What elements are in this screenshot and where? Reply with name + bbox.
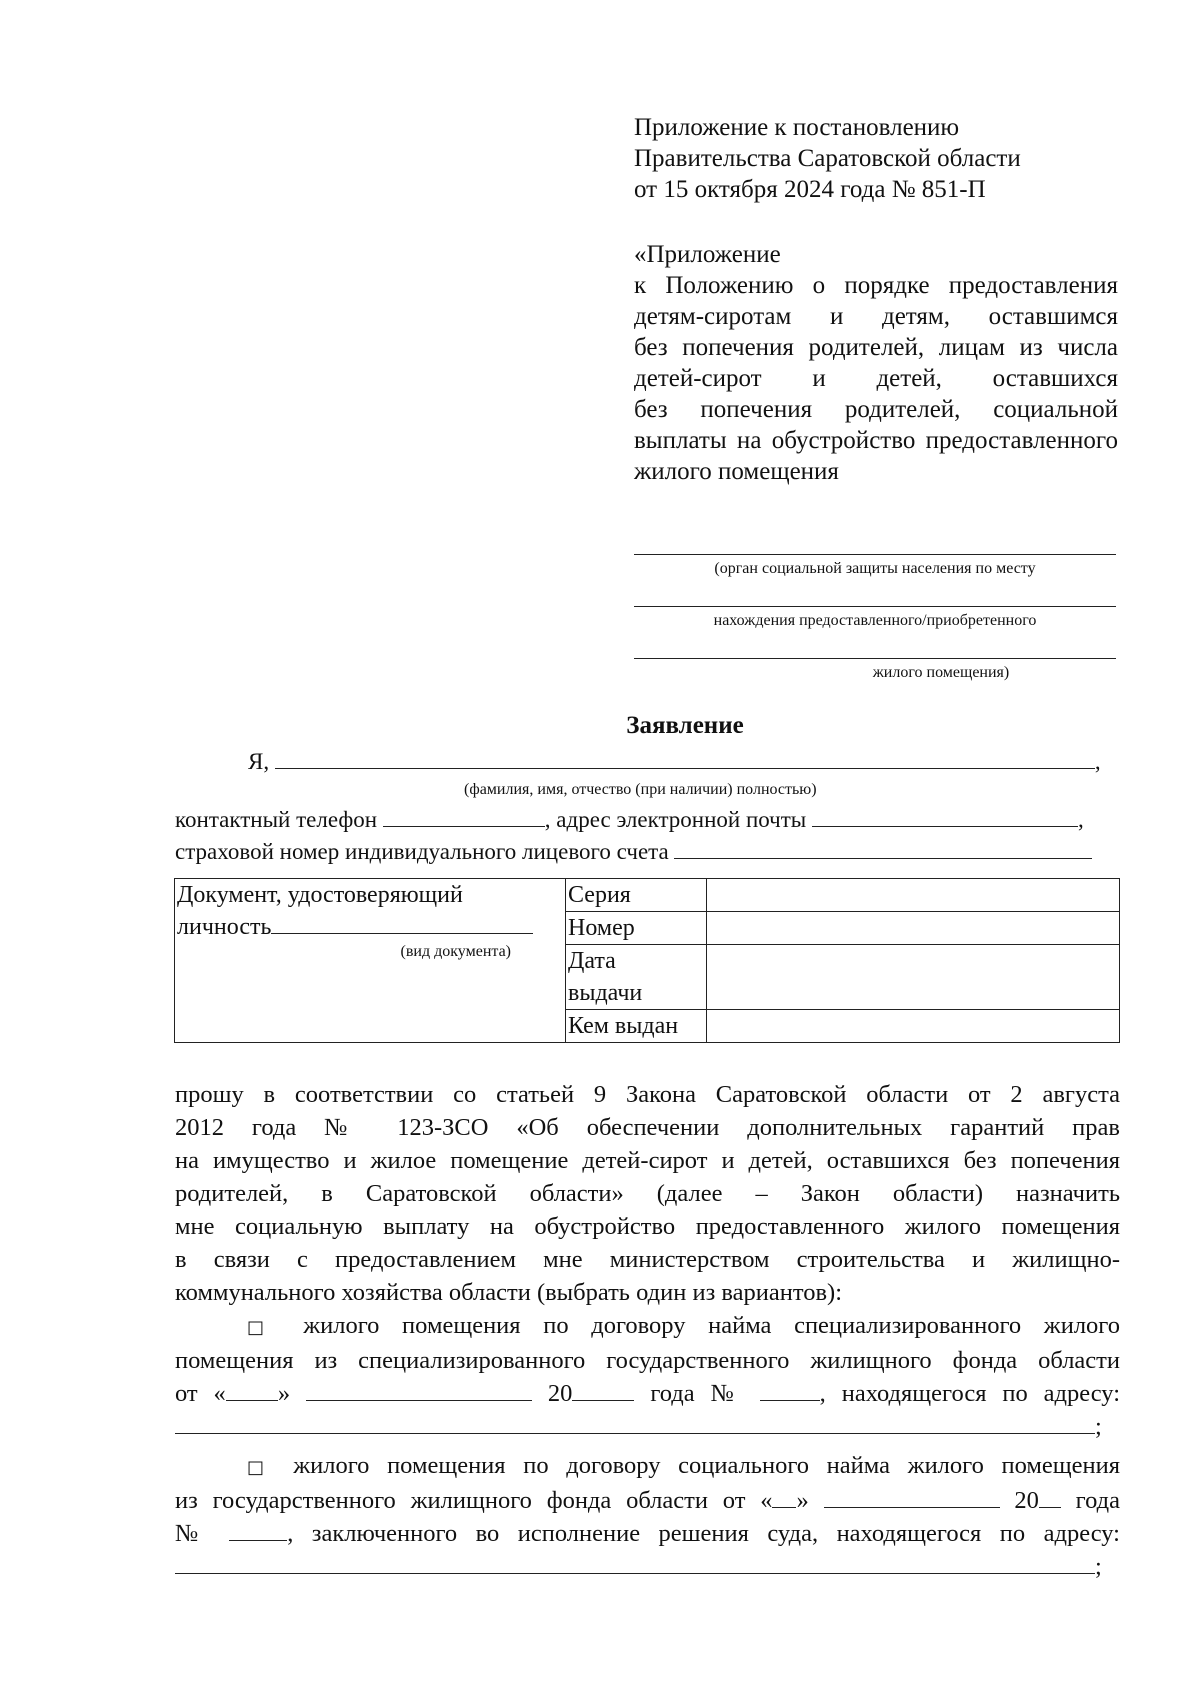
header-line-1: Приложение к постановлению <box>634 114 960 141</box>
organ-blank-line-1[interactable] <box>634 554 1116 555</box>
option2-close-quote: » <box>796 1487 809 1514</box>
option1-text-1: жилого помещения по договору найма специализированного жилого <box>303 1312 1120 1339</box>
header-line-2: Правительства Саратовской области <box>634 145 1021 172</box>
option1-line-3 <box>175 1377 1120 1410</box>
option2-from: из государственного жилищного фонда области от « <box>175 1487 773 1514</box>
appendix-line-8: жилого помещения <box>634 458 839 485</box>
option1-month-blank[interactable] <box>306 1380 532 1401</box>
appendix-line-7: выплаты на обустройство предоставленного <box>634 427 1118 454</box>
option2-line-1 <box>175 1449 1120 1484</box>
option2-end: ; <box>1095 1553 1102 1580</box>
organ-blank-line-3[interactable] <box>634 658 1116 659</box>
option2-concluded: , заключенного во исполнение решения суда, находящегося по адресу: <box>287 1520 1120 1547</box>
option1-day-blank[interactable] <box>226 1380 278 1401</box>
option1-year-blank[interactable] <box>572 1380 634 1401</box>
series-label: Серия <box>566 879 707 912</box>
email-blank[interactable] <box>812 806 1078 827</box>
option1-address-blank[interactable] <box>175 1413 1095 1434</box>
option2-line-4 <box>175 1550 1120 1583</box>
option1-checkbox[interactable]: □ <box>247 1317 281 1338</box>
issue-date-label-2: выдачи <box>568 980 643 1006</box>
option2-line-3 <box>175 1517 1120 1550</box>
number-value-cell[interactable] <box>707 912 1120 945</box>
doc-type-blank[interactable] <box>271 913 533 934</box>
body-line-3: на имущество и жилое помещение детей-сирот и детей, оставшихся без попечения <box>175 1147 1120 1174</box>
option1-year-no: года № <box>650 1380 744 1407</box>
phone-label: контактный телефон <box>175 807 378 832</box>
issued-by-label: Кем выдан <box>566 1010 707 1043</box>
option2-checkbox[interactable]: □ <box>247 1457 276 1478</box>
appendix-line-5: детей-сирот и детей, оставшихся <box>634 365 1118 392</box>
body-line-5: мне социальную выплату на обустройство предоставленного жилого помещения <box>175 1213 1120 1240</box>
option2-number-blank[interactable] <box>229 1520 287 1541</box>
contacts-comma: , <box>1078 807 1084 832</box>
fio-blank[interactable] <box>275 748 1095 769</box>
doc-label-1: Документ, удостоверяющий <box>177 882 463 908</box>
option2-text-1: жилого помещения по договору социального найма жилого помещения <box>293 1452 1120 1479</box>
option2-month-blank[interactable] <box>824 1487 1000 1508</box>
organ-blank-line-2[interactable] <box>634 606 1116 607</box>
option2-day-blank[interactable] <box>772 1487 796 1508</box>
insurance-row <box>175 838 1120 866</box>
doc-type-cell[interactable] <box>175 879 566 1043</box>
doc-type-caption: (вид документа) <box>400 943 511 960</box>
fio-comma: , <box>1094 749 1101 774</box>
option1-end: ; <box>1095 1413 1102 1440</box>
insurance-label: страховой номер индивидуального лицевого счета <box>175 839 669 864</box>
body-line-1: прошу в соответствии со статьей 9 Закона Саратовской области от 2 августа <box>175 1081 1120 1108</box>
body-line-4: родителей, в Саратовской области» (далее – Закон области) назначить <box>175 1180 1120 1207</box>
option1-line-1 <box>175 1309 1120 1344</box>
option1-number-blank[interactable] <box>760 1380 820 1401</box>
option1-close-quote: » <box>277 1380 291 1407</box>
doc-label-2: личность <box>177 914 272 940</box>
organ-caption-1: (орган социальной защиты населения по месту <box>714 560 1036 577</box>
option2-line-2 <box>175 1484 1120 1517</box>
appendix-line-6: без попечения родителей, социальной <box>634 396 1118 423</box>
series-value-cell[interactable] <box>707 879 1120 912</box>
fio-caption: (фамилия, имя, отчество (при наличии) полностью) <box>464 781 817 798</box>
appendix-line-4: без попечения родителей, лицам из числа <box>634 334 1118 361</box>
insurance-blank[interactable] <box>674 838 1092 859</box>
option1-located: , находящегося по адресу: <box>819 1380 1121 1407</box>
option2-year-blank[interactable] <box>1039 1487 1061 1508</box>
option2-year: 20 <box>1014 1487 1039 1514</box>
header-line-3: от 15 октября 2024 года № 851-П <box>634 176 986 203</box>
appendix-line-1: «Приложение <box>634 241 781 268</box>
issued-by-value-cell[interactable] <box>707 1010 1120 1043</box>
i-label: Я, <box>248 749 270 774</box>
issue-date-label-1: Дата <box>568 948 616 974</box>
option2-no: № <box>175 1520 211 1547</box>
phone-blank[interactable] <box>383 806 545 827</box>
contacts-row <box>175 806 1120 834</box>
organ-caption-2: нахождения предоставленного/приобретенного <box>713 612 1037 629</box>
issue-date-value-cell[interactable] <box>707 945 1120 1010</box>
request-body <box>175 1078 1120 1583</box>
option1-year: 20 <box>547 1380 573 1407</box>
resolution-header <box>634 112 1114 205</box>
body-line-6: в связи с предоставлением мне министерством строительства и жилищно- <box>175 1246 1120 1273</box>
body-line-7: коммунального хозяйства области (выбрать один из вариантов): <box>175 1279 843 1306</box>
option1-from: от « <box>175 1380 226 1407</box>
document-title: Заявление <box>626 712 744 739</box>
applicant-name-row <box>248 748 1120 776</box>
number-label: Номер <box>566 912 707 945</box>
appendix-header <box>634 239 1118 487</box>
option1-line-4 <box>175 1410 1120 1443</box>
email-label: , адрес электронной почты <box>544 807 807 832</box>
appendix-line-3: детям-сиротам и детям, оставшимся <box>634 303 1118 330</box>
option1-line-2: помещения из специализированного государственного жилищного фонда области <box>175 1347 1120 1374</box>
doc-label-row <box>177 911 563 943</box>
body-line-2: 2012 года № 123-ЗСО «Об обеспечении дополнительных гарантий прав <box>175 1114 1120 1141</box>
option2-year-word: года <box>1075 1487 1120 1514</box>
appendix-line-2: к Положению о порядке предоставления <box>634 272 1118 299</box>
option2-address-blank[interactable] <box>175 1553 1095 1574</box>
organ-caption-3: жилого помещения) <box>872 664 1010 681</box>
issue-date-label <box>566 945 707 1010</box>
id-document-table <box>174 878 1120 1043</box>
